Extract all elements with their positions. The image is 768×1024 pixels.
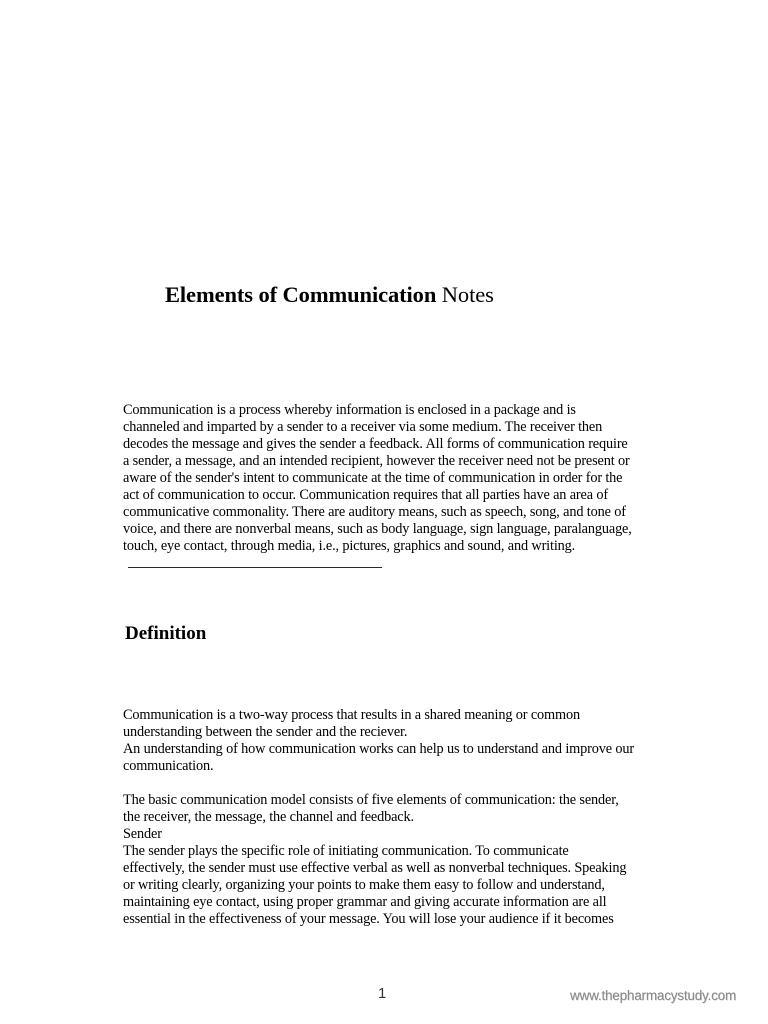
model-line: maintaining eye contact, using proper grammar and giving accurate information are all (123, 894, 607, 910)
model-line: The sender plays the specific role of initiating communication. To communicate (123, 843, 569, 859)
intro-line: voice, and there are nonverbal means, such as body language, sign language, paralanguage, (123, 521, 632, 537)
intro-line: channeled and imparted by a sender to a receiver via some medium. The receiver then (123, 419, 603, 435)
intro-line: communicative commonality. There are auditory means, such as speech, song, and tone of (123, 504, 626, 520)
definition-line: Communication is a two-way process that results in a shared meaning or common (123, 707, 580, 723)
page-title-bold: Elements of Communication (165, 282, 437, 307)
page-title-regular: Notes (436, 282, 494, 307)
model-line: effectively, the sender must use effective verbal as well as nonverbal techniques. Speaking (123, 860, 627, 876)
intro-line: decodes the message and gives the sender a feedback. All forms of communication require (123, 436, 628, 452)
intro-line: a sender, a message, and an intended recipient, however the receiver need not be present or (123, 453, 630, 469)
intro-line: aware of the sender's intent to communicate at the time of communication in order for the (123, 470, 623, 486)
definition-line: communication. (123, 758, 214, 774)
sender-subheading: Sender (123, 826, 162, 842)
intro-line: Communication is a process whereby information is enclosed in a package and is (123, 402, 576, 418)
definition-line: understanding between the sender and the reciever. (123, 724, 408, 740)
model-line: or writing clearly, organizing your points to make them easy to follow and understand, (123, 877, 605, 893)
model-paragraph (123, 792, 663, 928)
definition-line: An understanding of how communication works can help us to understand and improve our (123, 741, 634, 757)
section-divider (128, 567, 382, 568)
model-line: essential in the effectiveness of your message. You will lose your audience if it becomes (123, 911, 614, 927)
page-title (165, 280, 494, 310)
intro-line: act of communication to occur. Communication requires that all parties have an area of (123, 487, 608, 503)
definition-heading: Definition (125, 623, 207, 644)
intro-paragraph (123, 402, 663, 555)
page-number: 1 (378, 985, 387, 1002)
model-line: The basic communication model consists of five elements of communication: the sender, (123, 792, 619, 808)
model-line: the receiver, the message, the channel and feedback. (123, 809, 414, 825)
intro-line: touch, eye contact, through media, i.e., pictures, graphics and sound, and writing. (123, 538, 576, 554)
watermark: www.thepharmacystudy.com (570, 988, 737, 1003)
definition-paragraph (123, 707, 663, 775)
